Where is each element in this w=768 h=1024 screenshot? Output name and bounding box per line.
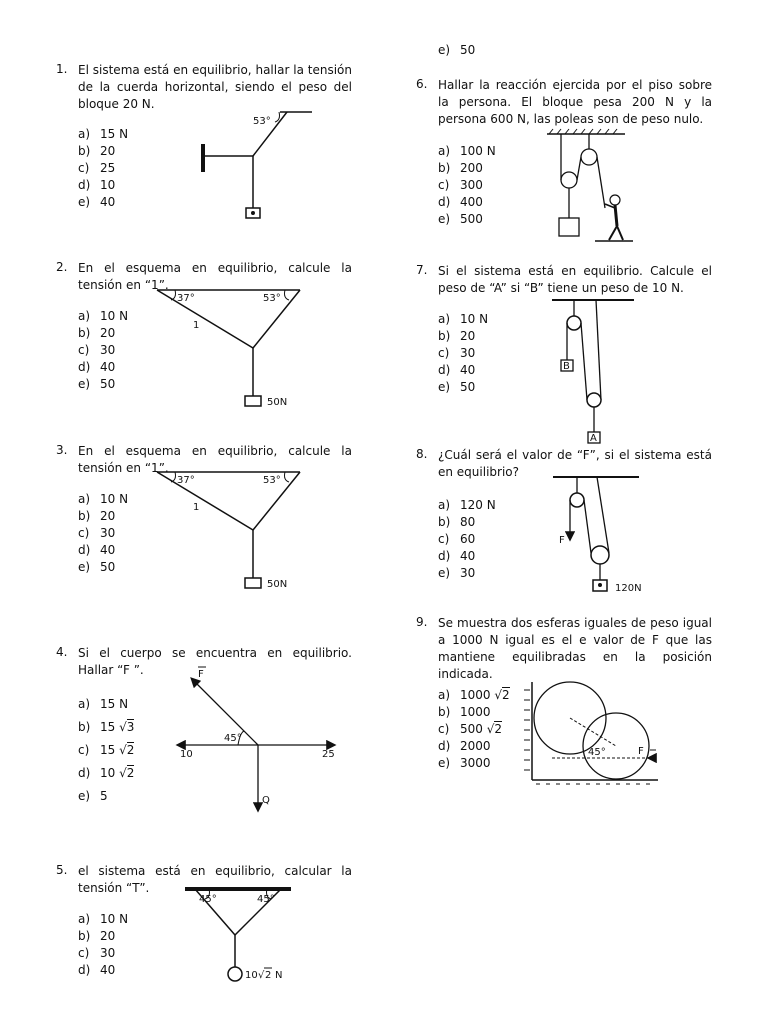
block-a-label: A xyxy=(590,433,597,444)
option-e[interactable]: e) 5 xyxy=(78,789,108,803)
question-number: 4. xyxy=(56,645,68,659)
option-a[interactable]: a) 1000 √2 xyxy=(438,688,510,702)
q6-diagram xyxy=(545,128,635,248)
option-c[interactable]: c) 30 xyxy=(78,946,116,960)
angle-right-label: 53° xyxy=(263,293,281,304)
angle-label: 45° xyxy=(224,733,242,744)
question-number: 9. xyxy=(416,615,428,629)
option-c[interactable]: c) 25 xyxy=(78,161,116,175)
option-e[interactable]: e) 50 xyxy=(78,560,116,574)
option-a[interactable]: a) 100 N xyxy=(438,144,496,158)
question-text: Hallar la reacción ejercida por el piso sobre la persona. El bloque pesa 200 N y la persona 600 N, las poleas son de peso nulo. xyxy=(438,78,712,126)
option-b[interactable]: b) 200 xyxy=(438,161,483,175)
sqrt-icon: √2 xyxy=(119,766,135,780)
right-value: 25 xyxy=(322,749,335,760)
force-f-label: F xyxy=(638,746,644,757)
force-f-label: F xyxy=(198,669,204,680)
angle-label: 53° xyxy=(253,116,271,127)
question-number: 5. xyxy=(56,863,68,877)
option-e[interactable]: e) 3000 xyxy=(438,756,491,770)
weight-sqrt: 2 xyxy=(265,970,272,981)
q9-diagram xyxy=(522,680,662,792)
option-e[interactable]: e) 500 xyxy=(438,212,483,226)
option-b[interactable]: b) 20 xyxy=(78,326,116,340)
option-c[interactable]: c) 60 xyxy=(438,532,476,546)
answer-options xyxy=(438,687,510,772)
force-f-label: F xyxy=(559,535,565,546)
question-number: 6. xyxy=(416,77,428,91)
q2-diagram xyxy=(155,286,305,411)
sqrt-icon: √2 xyxy=(486,722,503,736)
option-c[interactable]: c) 15 √2 xyxy=(78,739,134,762)
option-b[interactable]: b) 20 xyxy=(78,929,116,943)
answer-options xyxy=(438,497,496,582)
option-d[interactable]: d) 40 xyxy=(78,543,116,557)
option-a[interactable]: a) 10 N xyxy=(78,309,129,323)
option-c[interactable]: c) 30 xyxy=(78,343,116,357)
option-a[interactable]: a) 10 N xyxy=(438,312,489,326)
option-b[interactable]: b) 20 xyxy=(438,329,476,343)
weight-number: 10 xyxy=(245,970,258,981)
q1-diagram xyxy=(195,108,315,223)
question-number: 1. xyxy=(56,62,68,76)
answer-options xyxy=(78,491,128,576)
q7-diagram xyxy=(552,296,637,446)
answer-options xyxy=(438,311,488,396)
option-a[interactable]: a) 120 N xyxy=(438,498,496,512)
weight-unit: N xyxy=(275,970,283,981)
question-number: 3. xyxy=(56,443,68,457)
weight-label: 120N xyxy=(615,583,642,594)
option-d[interactable]: d) 40 xyxy=(78,963,116,977)
question-5-option-e[interactable]: e) 50 xyxy=(438,43,476,57)
question-number: 8. xyxy=(416,447,428,461)
angle-left-label: 37° xyxy=(177,293,195,304)
option-e[interactable]: e) 50 xyxy=(438,380,476,394)
q8-diagram xyxy=(553,473,653,598)
question-text: el sistema está en equilibrio, calcular la tensión “T”. xyxy=(78,864,352,895)
option-d[interactable]: d) 10 √2 xyxy=(78,762,134,785)
force-q-label: Q xyxy=(262,795,270,806)
sqrt-icon: √3 xyxy=(119,720,135,734)
option-b[interactable]: b) 20 xyxy=(78,509,116,523)
q3-diagram xyxy=(155,468,305,593)
option-d[interactable]: d) 400 xyxy=(438,195,483,209)
question-text: En el esquema en equilibrio, calcule la tensión en “1”. xyxy=(78,261,352,292)
angle-left-label: 45° xyxy=(199,894,217,905)
question-text: En el esquema en equilibrio, calcule la tensión en “1”. xyxy=(78,444,352,475)
option-d[interactable]: d) 40 xyxy=(438,363,476,377)
option-e[interactable]: e) 50 xyxy=(78,377,116,391)
answer-options xyxy=(78,911,128,979)
rope-label: 1 xyxy=(193,502,200,513)
question-number: 2. xyxy=(56,260,68,274)
angle-left-label: 37° xyxy=(177,475,195,486)
option-d[interactable]: d) 2000 xyxy=(438,739,491,753)
answer-options xyxy=(78,308,128,393)
angle-label: 45° xyxy=(588,747,606,758)
sqrt-icon: √2 xyxy=(494,688,510,702)
option-b[interactable]: b) 80 xyxy=(438,515,476,529)
sqrt-icon: √2 xyxy=(119,743,135,757)
question-text: Si el cuerpo se encuentra en equilibrio. Hallar “F ”. xyxy=(78,646,352,677)
question-number: 7. xyxy=(416,263,428,277)
option-b[interactable]: b) 1000 xyxy=(438,705,491,719)
option-e[interactable]: e) 40 xyxy=(78,195,116,209)
answer-options xyxy=(78,693,134,803)
angle-right-label: 45° xyxy=(257,894,275,905)
question-text: ¿Cuál será el valor de “F”, si el sistema está en equilibrio? xyxy=(438,448,712,479)
answer-options xyxy=(78,126,128,211)
block-b-label: B xyxy=(563,361,570,372)
option-d[interactable]: d) 10 xyxy=(78,178,116,192)
sqrt-icon: √ xyxy=(258,970,265,981)
question-text: Si el sistema está en equilibrio. Calcule el peso de “A” si “B” tiene un peso de 10 N. xyxy=(438,264,712,295)
option-a[interactable]: a) 15 N xyxy=(78,127,129,141)
rope-label: 1 xyxy=(193,320,200,331)
question-text: El sistema está en equilibrio, hallar la tensión de la cuerda horizontal, siendo el peso del bloque 20 N. xyxy=(78,63,352,111)
option-a[interactable]: a) 10 N xyxy=(78,492,129,506)
left-value: 10 xyxy=(180,749,193,760)
option-d[interactable]: d) 40 xyxy=(78,360,116,374)
option-b[interactable]: b) 20 xyxy=(78,144,116,158)
question-text: Se muestra dos esferas iguales de peso igual a 1000 N igual es el e valor de F que las mantiene equilibradas en la posición indicada. xyxy=(438,616,712,681)
option-a[interactable]: a) 15 N xyxy=(78,697,129,711)
option-d[interactable]: d) 40 xyxy=(438,549,476,563)
option-e[interactable]: e) 30 xyxy=(438,566,476,580)
weight-label: 50N xyxy=(267,579,288,590)
q4-diagram xyxy=(172,665,342,815)
angle-right-label: 53° xyxy=(263,475,281,486)
weight-label: 50N xyxy=(267,397,288,408)
option-c[interactable]: c) 300 xyxy=(438,178,483,192)
option-c[interactable]: c) 500 √2 xyxy=(438,722,503,736)
q5-diagram xyxy=(183,885,303,985)
option-c[interactable]: c) 30 xyxy=(78,526,116,540)
option-b[interactable]: b) 15 √3 xyxy=(78,716,134,739)
option-a[interactable]: a) 10 N xyxy=(78,912,129,926)
option-c[interactable]: c) 30 xyxy=(438,346,476,360)
answer-options xyxy=(438,143,496,228)
